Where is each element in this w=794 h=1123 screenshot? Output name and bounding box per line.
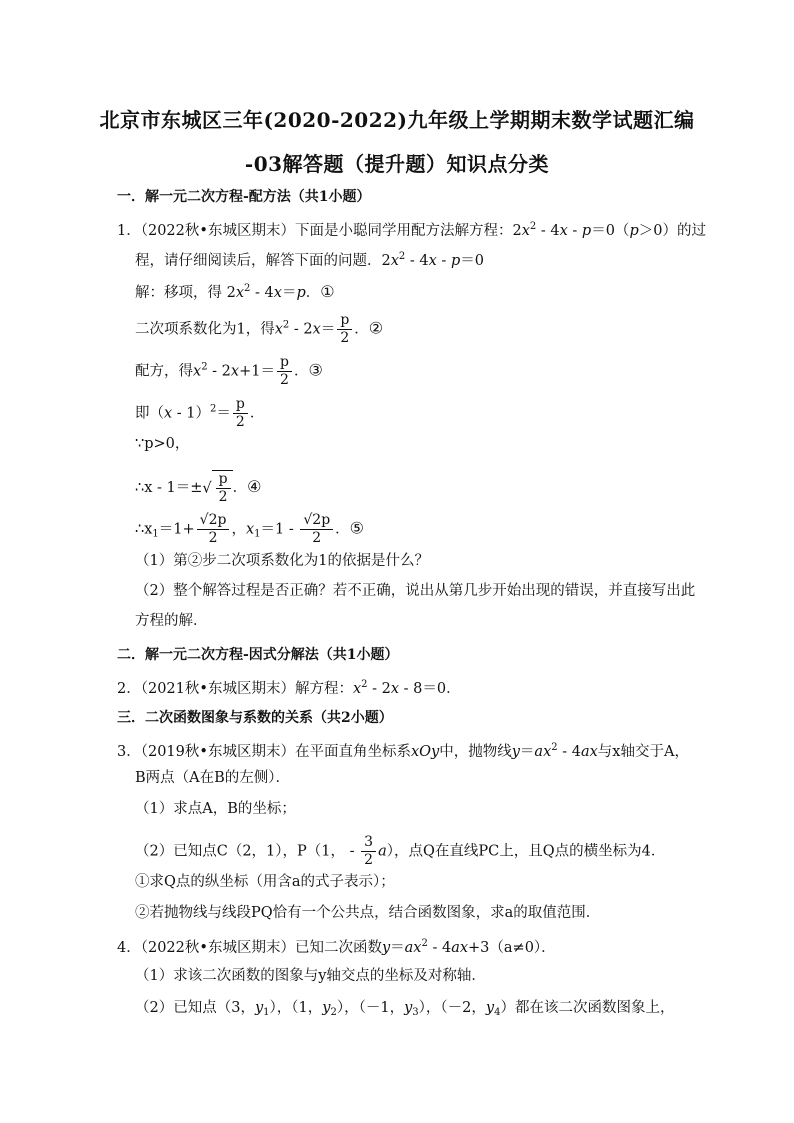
question-4-line1: 4．（2022秋•东城区期末）已知二次函数$y=ax^2 - 4ax+3(a\ne 0)$． (117, 938, 556, 956)
section-heading-1: 一．解一元二次方程-配方法（共1小题） (117, 189, 371, 205)
question-1-source: （2022秋•东城区期末） (140, 223, 295, 239)
question-3-line1: 3．（2019秋•东城区期末）在平面直角坐标系xOy中，抛物线$y=ax^2 - 4ax$与x轴交于A， (117, 742, 689, 760)
question-3-sub2-part2: ②若抛物线与线段PQ恰有一个公共点，结合函数图象，求a的取值范围． (135, 905, 601, 921)
question-1-line2: 程，请仔细阅读后，解答下面的问题．$2x^2 - 4x - p=0$ (135, 251, 484, 269)
question-2: 2．（2021秋•东城区期末）解方程：$x^2 - 2x - 8=0$． (117, 679, 461, 697)
question-1-sub2-cont: 方程的解． (135, 613, 208, 629)
question-1-number: 1． (117, 223, 141, 239)
equation-1: $2x^2 - 4x - p=0(p>0)$ (512, 221, 677, 239)
section-heading-2: 二．解一元二次方程-因式分解法（共1小题） (117, 647, 399, 663)
solution-given: ∵p>0， (135, 436, 190, 452)
solution-step-5: ∴x - 1＝±√ $\frac{p}{2}$ ．④ (135, 471, 262, 505)
document-title-line2: -03解答题（提升题）知识点分类 (244, 152, 550, 176)
question-3-sub2: （2）已知点C（2，1），P（1， - $\frac{3}{2}$ a），点Q在直线PC上，且Q点的横坐标为4． (135, 834, 666, 868)
question-4-number: 4． (117, 940, 141, 956)
section-heading-3: 三．二次函数图象与系数的关系（共2小题） (117, 710, 393, 726)
question-3-sub2-part1: ①求Q点的纵坐标（用含a的式子表示）； (135, 874, 395, 890)
question-4-sub2: （2）已知点（3，$y_1$），（1，$y_2$），（－1，$y_3$），（－2，$y_4$）都在该二次函数图象上， (135, 1000, 675, 1018)
question-3-number: 3． (117, 744, 141, 760)
question-4-sub1: （1）求该二次函数的图象与y轴交点的坐标及对称轴． (135, 968, 486, 984)
solution-step-1: 解：移项，得 $2x^2 - 4x=p$．① (135, 282, 335, 301)
solution-step-2: 二次项系数化为1，得$x^2 - 2x=$ $\frac{p}{2}$ ．② (135, 312, 384, 346)
question-3-line2: B两点（A在B的左侧）． (135, 770, 291, 786)
question-2-source: （2021秋•东城区期末） (140, 681, 295, 697)
question-2-number: 2． (117, 681, 141, 697)
question-3-sub1: （1）求点A，B的坐标； (135, 801, 296, 817)
document-title-line1: 北京市东城区三年(2020-2022)九年级上学期期末数学试题汇编 (99, 108, 695, 132)
solution-step-4: 即（x - 1）$^2$＝ $\frac{p}{2}$ ． (135, 396, 265, 430)
question-1-sub1: （1）第②步二次项系数化为1的依据是什么？ (135, 553, 429, 569)
question-1-sub2: （2）整个解答过程是否正确？若不正确，说出从第几步开始出现的错误，并直接写出此 (135, 583, 696, 599)
solution-step-6: $\therefore x_1=1+$ $\frac{√2p}{2}$ ，$x_1=1$ - $\frac{√2p}{2}$ ．⑤ (135, 512, 364, 546)
question-3-source: （2019秋•东城区期末） (140, 744, 295, 760)
question-4-source: （2022秋•东城区期末） (140, 940, 295, 956)
step-mark-4: ④ (247, 477, 262, 496)
step-mark-3: ③ (308, 360, 323, 380)
step-mark-2: ② (368, 318, 384, 338)
equation-1-repeat: $2x^2 - 4x - p=0$ (381, 251, 484, 269)
question-1-line1: 1．（2022秋•东城区期末）下面是小聪同学用配方法解方程：$2x^2 - 4x - p=0(p>0)$的过 (117, 221, 706, 239)
solution-step-3: 配方，得$x^2 - 2x+1=$ $\frac{p}{2}$ ．③ (135, 354, 323, 388)
step-mark-5: ⑤ (349, 518, 364, 538)
step-mark-1: ① (320, 282, 335, 301)
